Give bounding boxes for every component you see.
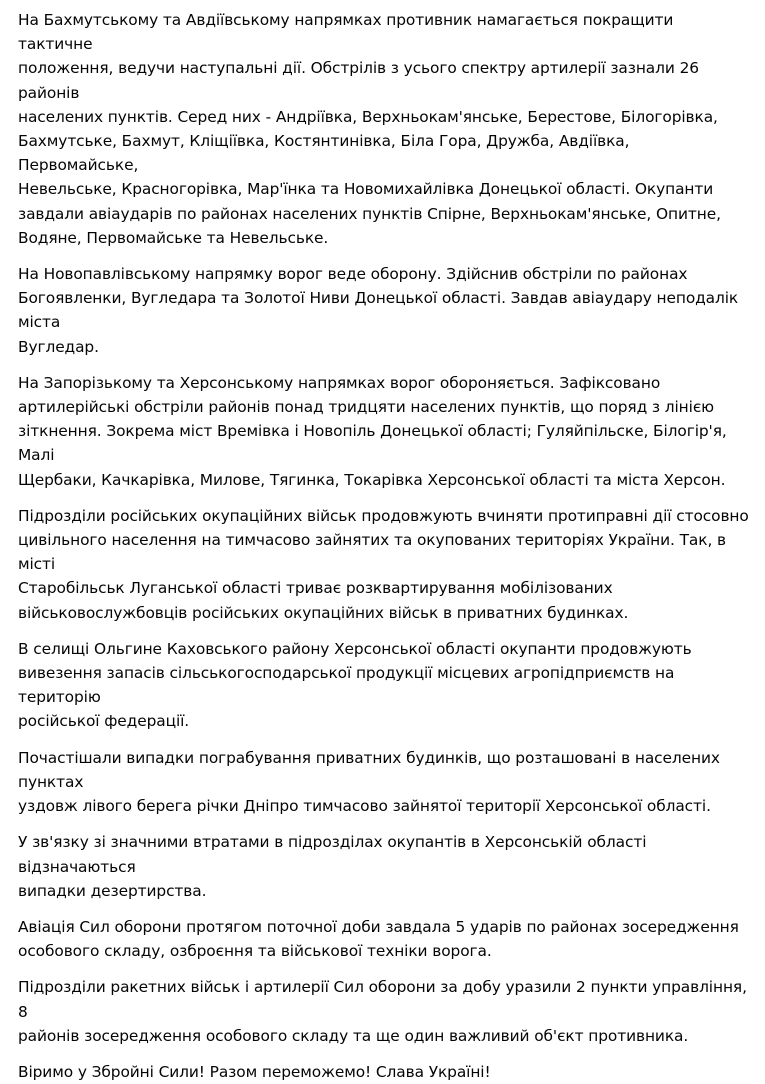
post-paragraph: На Бахмутському та Авдіївському напрямках противник намагається покращити тактичне положення, ведучи наступальні дії. Обстрілів з усього спектру артилерії зазнали 26 районів населених пунктів. Серед них - Андріївка, Верхньокам'янське, Берестове, Білогорівка, Бахмутське, Бахмут, Кліщіївка, Костянтинівка, Біла Гора, Дружба, Авдіївка, Первомайське, Невельське, Красногорівка, Мар'їнка та Новомихайлівка Донецької області. Окупанти завдали авіаударів по районах населених пунктів Спірне, Верхньокам'янське, Опитне, Водяне, Первомайське та Невельське. [18,11,721,247]
post-paragraph: В селищі Ольгине Каховського району Херсонської області окупанти продовжують вивезення запасів сільськогосподарської продукції місцевих агропідприємств на територію російської федерації. [18,639,692,731]
post-paragraph: На Запорізькому та Херсонському напрямках ворог обороняється. Зафіксовано артилерійські обстріли районів понад тридцяти населених пунктів, що поряд з лінією зіткнення. Зокрема міст Времівка і Новопіль Донецької області; Гуляйпільске, Білогір'я, Малі Щербаки, Качкарівка, Милове, Тягинка, Токарівка Херсонської області та міста Херсон. [18,373,727,489]
post-paragraph: Почастішали випадки пограбування приватних будинків, що розташовані в населених пунктах уздовж лівого берега річки Дніпро тимчасово зайнятої території Херсонської області. [18,748,720,816]
post-paragraph: Авіація Сил оборони протягом поточної доби завдала 5 ударів по районах зосередження особового складу, озброєння та військової техніки ворога. [18,917,739,961]
post-paragraph: У зв'язку зі значними втратами в підрозділах окупантів в Херсонській області відзначаються випадки дезертирства. [18,833,647,900]
post-paragraph: Підрозділи ракетних військ і артилерії Сил оборони за добу уразили 2 пункти управління, 8 районів зосередження особового складу та ще один важливий об'єкт противника. [18,978,747,1045]
post-paragraph: На Новопавлівському напрямку ворог веде оборону. Здійснив обстріли по районах Богоявленки, Вугледара та Золотої Ниви Донецької області. Завдав авіаудару неподалік міста Вугледар. [18,265,739,356]
post-paragraph: Підрозділи російських окупаційних військ продовжують вчиняти протиправні дії стосовно цивільного населення на тимчасово зайнятих та окупованих територіях України. Так, в місті Старобільськ Луганської області триває розквартирування мобілізованих військовослужбовців російських окупаційних військ в приватних будинках. [18,506,749,622]
post-paragraph: Віримо у Збройні Сили! Разом переможемо! Слава Україні! [18,1062,491,1081]
